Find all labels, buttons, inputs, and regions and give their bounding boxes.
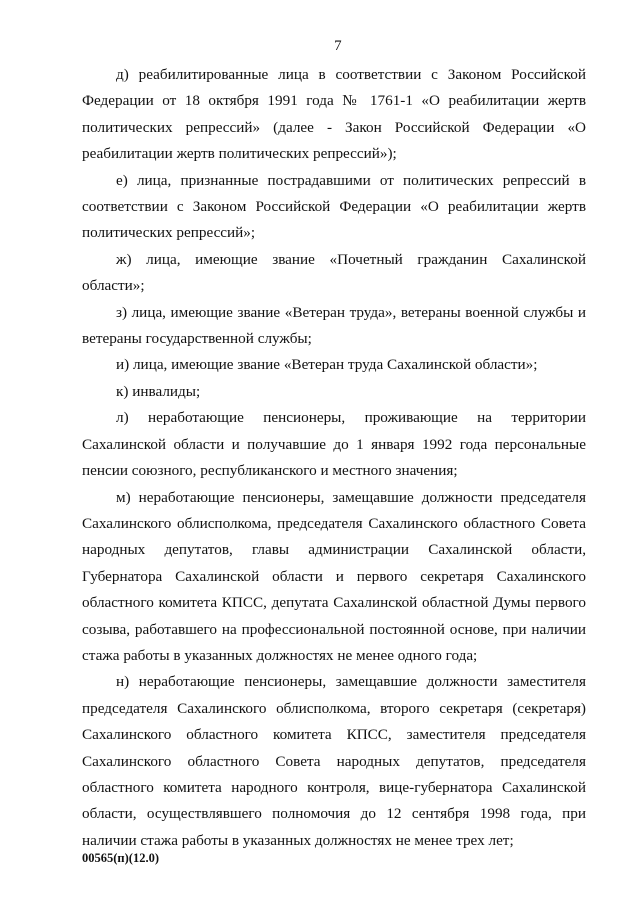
paragraph-i: и) лица, имеющие звание «Ветеран труда Сахалинской области»; xyxy=(116,356,538,374)
paragraph-n: н) неработающие пенсионеры, замещавшие должности заместителя председателя Сахалинского облисполкома, второго секретаря (секретаря) Сахалинского областного комитета КПСС, заместителя председателя Сахалинского областного Совета народных депутатов, председателя областного комитета народного контроля, вице-губернатора Сахалинской области, осуществлявшего полномочия до 12 сентября 1998 года, при наличии стажа работы в указанных должностях не менее трех лет; xyxy=(82,673,586,849)
paragraph-e: е) лица, признанные пострадавшими от политических репрессий в соответствии с Законом Российской Федерации «О реабилитации жертв политических репрессий»; xyxy=(82,171,586,242)
paragraph-l: л) неработающие пенсионеры, проживающие на территории Сахалинской области и получавшие до 1 января 1992 года персональные пенсии союзного, республиканского и местного значения; xyxy=(82,409,586,480)
paragraph-d: д) реабилитированные лица в соответствии с Законом Российской Федерации от 18 октября 1991 года № 1761-1 «О реабилитации жертв политических репрессий» (далее - Закон Российской Федерации «О реабилитации жертв политических репрессий»); xyxy=(82,66,586,163)
document-body xyxy=(82,62,586,854)
paragraph-k: к) инвалиды; xyxy=(116,382,201,400)
paragraph-zh: ж) лица, имеющие звание «Почетный гражданин Сахалинской области»; xyxy=(82,250,586,295)
document-code: 00565(п)(12.0) xyxy=(82,851,159,865)
paragraph-m: м) неработающие пенсионеры, замещавшие должности председателя Сахалинского облисполкома, председателя Сахалинского областного Совета народных депутатов, главы администрации Сахалинской области, Губернатора Сахалинской области и первого секретаря Сахалинского областного комитета КПСС, депутата Сахалинской областной Думы первого созыва, работавшего на профессиональной постоянной основе, при наличии стажа работы в указанных должностях не менее одного года; xyxy=(82,488,586,664)
paragraph-z: з) лица, имеющие звание «Ветеран труда», ветераны военной службы и ветераны государственной службы; xyxy=(82,303,586,348)
page-number: 7 xyxy=(334,38,342,54)
